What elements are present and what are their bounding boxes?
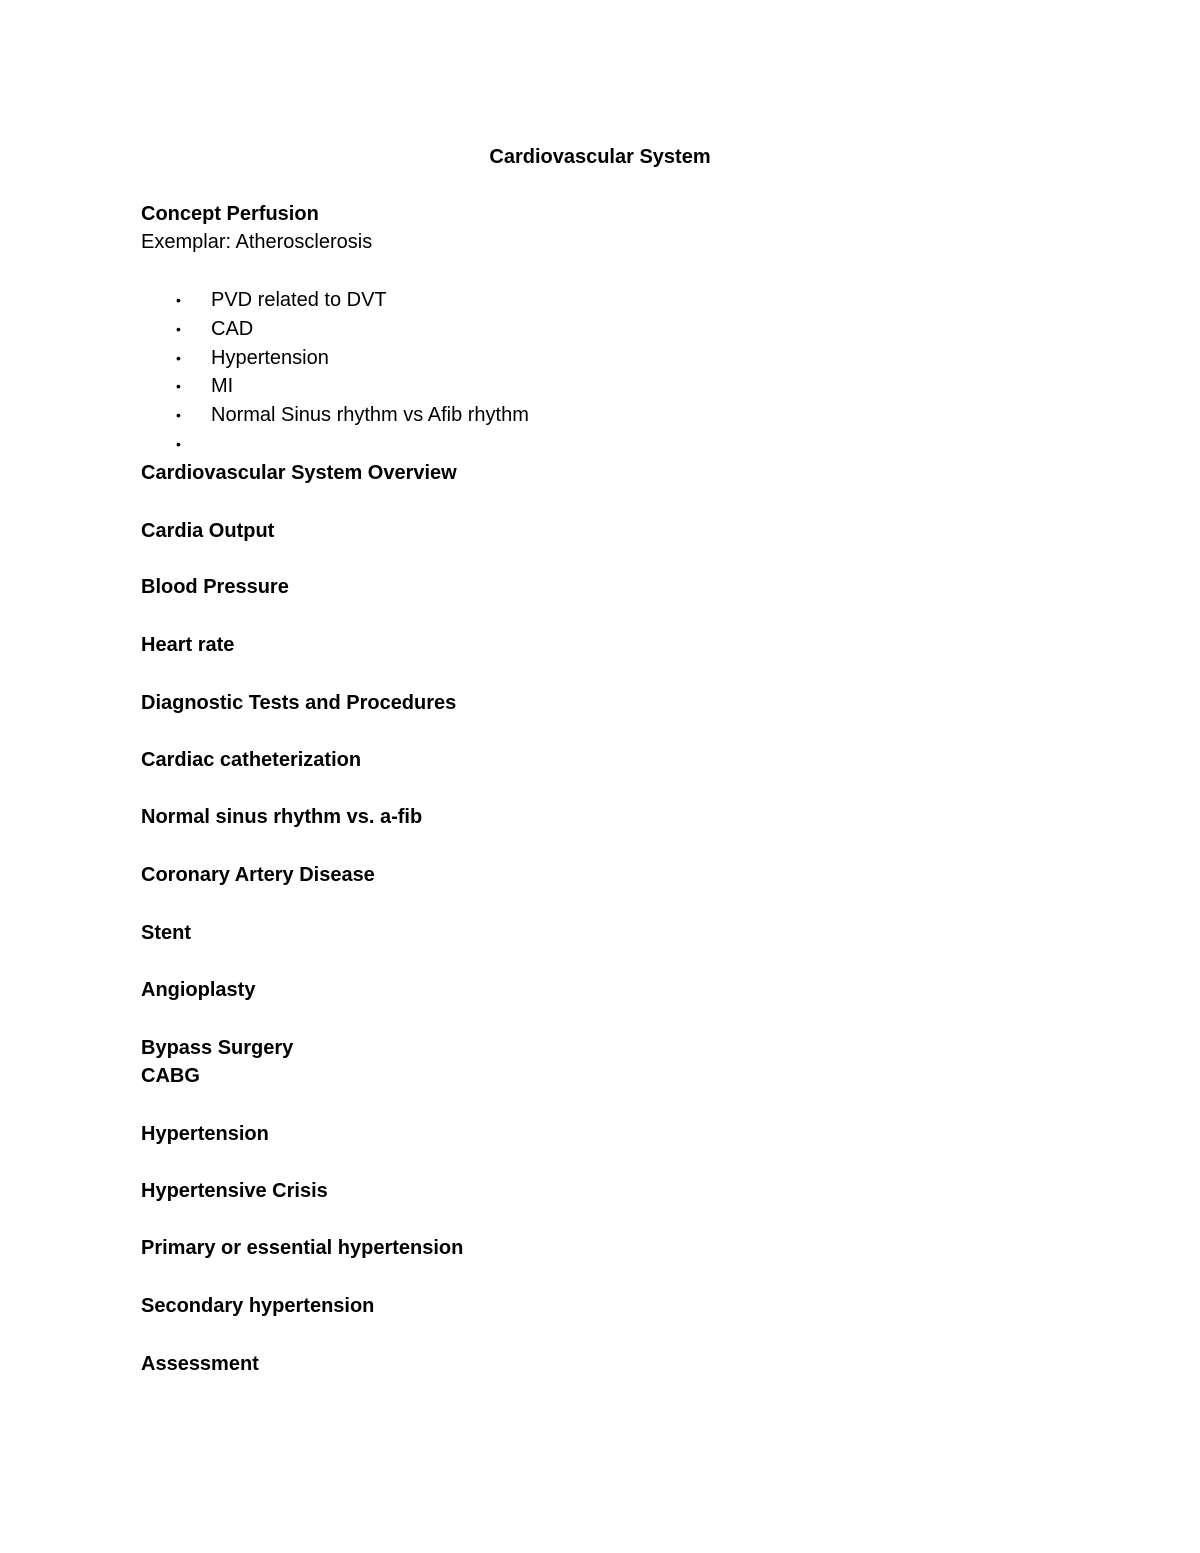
list-item: PVD related to DVT <box>211 289 387 311</box>
list-item: MI <box>211 375 234 397</box>
heading-sinus-vs-afib: Normal sinus rhythm vs. a-fib <box>141 806 423 828</box>
heading-cabg: CABG <box>141 1065 200 1087</box>
heading-heart-rate: Heart rate <box>141 634 235 656</box>
bullet-icon: • <box>176 436 181 452</box>
heading-coronary-artery-disease: Coronary Artery Disease <box>141 864 375 886</box>
bullet-icon: • <box>176 321 181 337</box>
heading-diagnostic-tests: Diagnostic Tests and Procedures <box>141 692 457 714</box>
bullet-icon: • <box>176 407 181 423</box>
heading-hypertension: Hypertension <box>141 1123 269 1145</box>
heading-cardia-output: Cardia Output <box>141 520 275 542</box>
concept-heading: Concept Perfusion <box>141 203 319 225</box>
bullet-icon: • <box>176 350 181 366</box>
list-item: Normal Sinus rhythm vs Afib rhythm <box>211 404 529 426</box>
heading-bypass-surgery: Bypass Surgery <box>141 1037 294 1059</box>
heading-cardiovascular-overview: Cardiovascular System Overview <box>141 462 457 484</box>
bullet-icon: • <box>176 378 181 394</box>
list-item: CAD <box>211 318 254 340</box>
heading-stent: Stent <box>141 922 191 944</box>
heading-cardiac-catheterization: Cardiac catheterization <box>141 749 362 771</box>
heading-angioplasty: Angioplasty <box>141 979 256 1001</box>
heading-hypertensive-crisis: Hypertensive Crisis <box>141 1180 328 1202</box>
heading-primary-hypertension: Primary or essential hypertension <box>141 1237 464 1259</box>
list-item: Hypertension <box>211 347 329 369</box>
page-title: Cardiovascular System <box>489 146 711 168</box>
heading-assessment: Assessment <box>141 1353 259 1375</box>
heading-blood-pressure: Blood Pressure <box>141 576 289 598</box>
exemplar-line: Exemplar: Atherosclerosis <box>141 231 373 253</box>
bullet-icon: • <box>176 292 181 308</box>
heading-secondary-hypertension: Secondary hypertension <box>141 1295 375 1317</box>
